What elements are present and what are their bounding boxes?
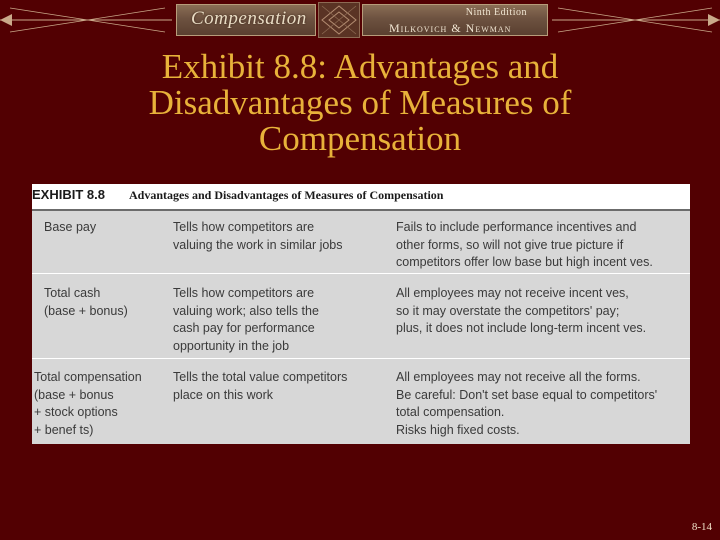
edition-label: Ninth Edition [465, 7, 527, 18]
disadvantage-cell [396, 369, 690, 439]
compensation-logo [176, 4, 316, 36]
cell-line: Be careful: Don't set base equal to competitors' [396, 387, 658, 402]
header-banner [0, 0, 720, 40]
exhibit-caption: Advantages and Disadvantages of Measures of Compensation [129, 188, 444, 202]
disadvantage-cell [396, 285, 690, 338]
cell-line: place on this work [173, 387, 274, 402]
page-number: 8-14 [691, 521, 712, 533]
cell-line: plus, it does not include long-term incent ves. [396, 321, 647, 335]
cell-line: + benef ts) [34, 422, 94, 437]
cell-line: other forms, so will not give true picture if [396, 237, 624, 252]
banner-ornament [0, 0, 720, 40]
advantage-cell [173, 285, 388, 355]
cell-line: (base + bonus) [44, 303, 128, 318]
title-line: Disadvantages of Measures of [148, 83, 572, 122]
cell-line: valuing work; also tells the [173, 303, 319, 318]
ornament-tile [318, 2, 360, 38]
cell-line: valuing the work in similar jobs [173, 237, 343, 252]
disadvantage-cell [396, 219, 690, 272]
cell-line: Base pay [44, 220, 97, 234]
cell-line: Total compensation [34, 370, 142, 384]
cell-line: Tells the total value competitors [173, 370, 348, 384]
authors-label: Milkovich & Newman [389, 21, 512, 35]
cell-line: Tells how competitors are [173, 286, 315, 300]
cell-line: opportunity in the job [173, 338, 290, 353]
cell-line: so it may overstate the competitors' pay; [396, 303, 620, 318]
measure-cell [44, 219, 170, 237]
cell-line: Tells how competitors are [173, 220, 315, 234]
cell-line: All employees may not receive all the forms. [396, 370, 641, 384]
title-line: Exhibit 8.8: Advantages and [161, 47, 559, 86]
advantage-cell [173, 369, 388, 404]
publisher-plate [362, 4, 548, 36]
row-divider [32, 358, 690, 359]
row-divider [32, 273, 690, 274]
cell-line: Fails to include performance incentives and [396, 220, 637, 234]
advantage-cell [173, 219, 388, 254]
logo-text: Compensation [191, 8, 307, 29]
measure-cell [44, 285, 170, 320]
cell-line: + stock options [34, 405, 118, 419]
cell-line: (base + bonus [34, 387, 114, 402]
cell-line: Total cash [44, 286, 101, 300]
cell-line: competitors offer low base but high incent ves. [396, 255, 653, 269]
exhibit-label: EXHIBIT 8.8 [32, 187, 105, 202]
header-divider [32, 209, 690, 211]
cell-line: All employees may not receive incent ves, [396, 286, 629, 300]
cell-line: Risks high fixed costs. [396, 422, 520, 437]
exhibit-table [32, 184, 690, 444]
exhibit-header [32, 184, 690, 209]
diamond-ornament-icon [319, 3, 359, 37]
slide-title [60, 49, 660, 157]
title-line: Compensation [258, 119, 462, 158]
cell-line: total compensation. [396, 405, 505, 419]
cell-line: cash pay for performance [173, 321, 315, 335]
measure-cell [34, 369, 160, 439]
